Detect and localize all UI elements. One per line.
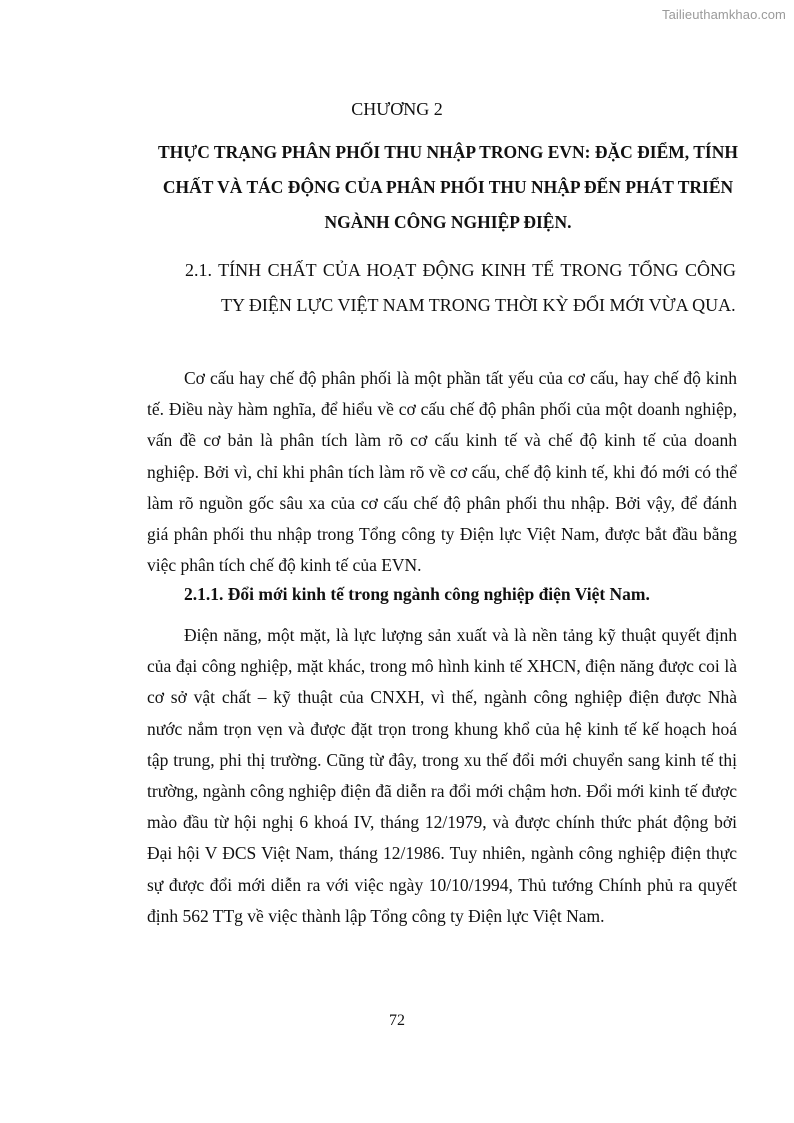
subsection-heading: 2.1.1. Đổi mới kinh tế trong ngành công nghiệp điện Việt Nam. [184, 584, 650, 604]
chapter-label: CHƯƠNG 2 [351, 99, 443, 119]
chapter-title: THỰC TRẠNG PHÂN PHỐI THU NHẬP TRONG EVN: ĐẶC ĐIỂM, TÍNH CHẤT VÀ TÁC ĐỘNG CỦA PHÂN PHỐI THU NHẬP ĐẾN PHÁT TRIỂN NGÀNH CÔNG NGHIỆP ĐIỆN. [158, 142, 738, 232]
section-heading [185, 253, 736, 323]
page-number: 72 [389, 1012, 405, 1029]
body-paragraph-2: Điện năng, một mặt, là lực lượng sản xuất và là nền tảng kỹ thuật quyết định của đại công nghiệp, mặt khác, trong mô hình kinh tế XHCN, điện năng được coi là cơ sở vật chất – kỹ thuật của CNXH, vì thế, ngành công nghiệp điện được Nhà nước nắm trọn vẹn và được đặt trọn trong khung khổ của hệ kinh tế kế hoạch hoá tập trung, phi thị trường. Cũng từ đây, trong xu thế đổi mới chuyển sang kinh tế thị trường, ngành công nghiệp điện đã diễn ra đổi mới chậm hơn. Đổi mới kinh tế được mào đầu từ hội nghị 6 khoá IV, tháng 12/1979, và được chính thức phát động bởi Đại hội V ĐCS Việt Nam, tháng 12/1986. Tuy nhiên, ngành công nghiệp điện thực sự được đổi mới diễn ra với việc ngày 10/10/1994, Thủ tướng Chính phủ ra quyết định 562 TTg về việc thành lập Tổng công ty Điện lực Việt Nam. [147, 625, 737, 926]
section-heading-text: 2.1. TÍNH CHẤT CỦA HOẠT ĐỘNG KINH TẾ TRONG TỔNG CÔNG TY ĐIỆN LỰC VIỆT NAM TRONG THỜI KỲ ĐỔI MỚI VỪA QUA. [185, 260, 736, 315]
body-paragraph-1: Cơ cấu hay chế độ phân phối là một phần tất yếu của cơ cấu, hay chế độ kinh tế. Điều này hàm nghĩa, để hiểu về cơ cấu chế độ phân phối của một doanh nghiệp, vấn đề cơ bản là phân tích làm rõ cơ cấu kinh tế và chế độ kinh tế của doanh nghiệp. Bởi vì, chỉ khi phân tích làm rõ về cơ cấu, chế độ kinh tế, khi đó mới có thể làm rõ nguồn gốc sâu xa của cơ cấu chế độ phân phối thu nhập. Bởi vậy, để đánh giá phân phối thu nhập trong Tổng công ty Điện lực Việt Nam, được bắt đầu bằng việc phân tích chế độ kinh tế của EVN. [147, 368, 737, 576]
watermark: Tailieuthamkhao.com [661, 7, 786, 22]
